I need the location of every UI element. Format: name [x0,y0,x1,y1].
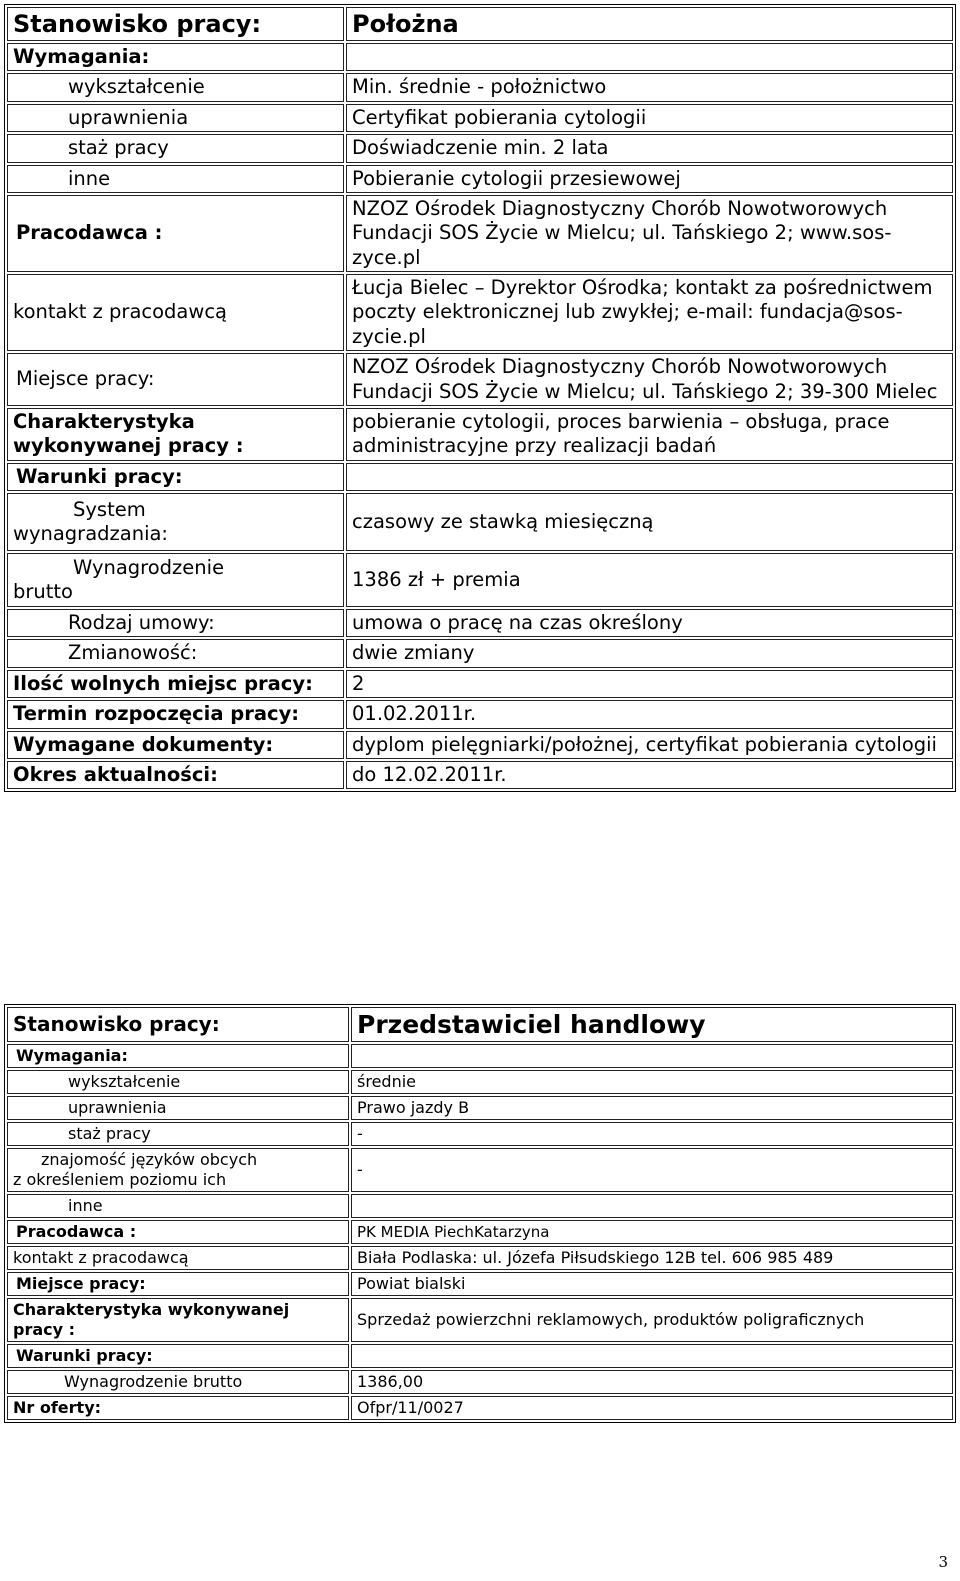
employer-value: PK MEDIA PiechKatarzyna [351,1220,953,1244]
job-offer-2-table [4,1004,956,1423]
workplace-label: Miejsce pracy: [7,353,344,406]
position-value: Przedstawiciel handlowy [351,1007,953,1042]
documents-value: dyplom pielęgniarki/położnej, certyfikat pobierania cytologii [346,731,953,759]
requirements-label: Wymagania: [7,1044,349,1068]
empty-cell [346,463,953,491]
qualifications-value: Certyfikat pobierania cytologii [346,104,953,132]
salary-label-line2: brutto [13,580,73,603]
table-row [7,1220,953,1244]
start-date-value: 01.02.2011r. [346,700,953,728]
contact-label: kontakt z pracodawcą [7,274,344,351]
validity-label: Okres aktualności: [7,761,344,789]
table-row [7,104,953,132]
job-description-value: pobieranie cytologii, proces barwienia – obsługa, prace administracyjne przy realizacji badań [346,408,953,461]
table-row [7,1096,953,1120]
experience-label: staż pracy [7,1122,349,1146]
conditions-label: Warunki pracy: [7,463,344,491]
other-value: Pobieranie cytologii przesiewowej [346,165,953,193]
position-label: Stanowisko pracy: [7,7,344,41]
table-row [7,761,953,789]
pay-system-label-line1: System [73,497,146,521]
page-number: 3 [938,1553,948,1571]
employer-label-text: Pracodawca : [16,1222,137,1242]
table-row [7,609,953,637]
table-row [7,274,953,351]
validity-value: do 12.02.2011r. [346,761,953,789]
table-row [7,134,953,162]
contract-type-label: Rodzaj umowy: [7,609,344,637]
table-row [7,1194,953,1218]
employer-label [7,195,344,272]
offer-number-value: Ofpr/11/0027 [351,1396,953,1420]
experience-value: - [351,1122,953,1146]
shifts-label: Zmianowość: [7,639,344,667]
salary-label [7,553,344,607]
table-row [7,463,953,491]
table-row [7,43,953,71]
languages-label-line1: znajomość języków obcych [41,1150,258,1170]
requirements-label: Wymagania: [7,43,344,71]
table-row [7,1148,953,1192]
table-row [7,353,953,406]
table-row [7,1370,953,1394]
languages-label-line2: z określeniem poziomu ich [13,1170,227,1190]
languages-value: - [351,1148,953,1192]
table-row [7,639,953,667]
table-row [7,670,953,698]
vacancies-value: 2 [346,670,953,698]
workplace-value: NZOZ Ośrodek Diagnostyczny Chorób Nowotworowych Fundacji SOS Życie w Mielcu; ul. Tańskiego 2; 39-300 Mielec [346,353,953,406]
conditions-label: Warunki pracy: [7,1344,349,1368]
documents-label: Wymagane dokumenty: [7,731,344,759]
pay-system-value: czasowy ze stawką miesięczną [346,493,953,551]
experience-label: staż pracy [7,134,344,162]
table-row [7,1246,953,1270]
qualifications-value: Prawo jazdy B [351,1096,953,1120]
table-row [7,1122,953,1146]
education-value: Min. średnie - położnictwo [346,73,953,101]
table-row [7,1396,953,1420]
table-row [7,408,953,461]
pay-system-label-line2: wynagradzania: [13,522,169,545]
salary-value: 1386,00 [351,1370,953,1394]
job-offer-1-table [4,4,956,792]
languages-label [7,1148,349,1192]
table-row [7,1298,953,1342]
contact-label: kontakt z pracodawcą [7,1246,349,1270]
contract-type-value: umowa o pracę na czas określony [346,609,953,637]
table-row [7,1070,953,1094]
other-label: inne [7,165,344,193]
education-value: średnie [351,1070,953,1094]
position-label: Stanowisko pracy: [7,1007,349,1042]
employer-value: NZOZ Ośrodek Diagnostyczny Chorób Nowotworowych Fundacji SOS Życie w Mielcu; ul. Tańskiego 2; www.sos-zyce.pl [346,195,953,272]
table-row [7,553,953,607]
table-row [7,731,953,759]
table-row [7,493,953,551]
education-label: wykształcenie [7,73,344,101]
table-row [7,1344,953,1368]
table-row [7,1044,953,1068]
workplace-value: Powiat bialski [351,1272,953,1296]
table-row [7,7,953,41]
employer-label [7,1220,349,1244]
table-row [7,195,953,272]
experience-value: Doświadczenie min. 2 lata [346,134,953,162]
contact-value: Biała Podlaska: ul. Józefa Piłsudskiego 12B tel. 606 985 489 [351,1246,953,1270]
shifts-value: dwie zmiany [346,639,953,667]
employer-label-text: Pracodawca : [16,221,163,245]
position-value: Położna [346,7,953,41]
table-row [7,73,953,101]
workplace-label: Miejsce pracy: [7,1272,349,1296]
job-description-value: Sprzedaż powierzchni reklamowych, produktów poligraficznych [351,1298,953,1342]
salary-value: 1386 zł + premia [346,553,953,607]
empty-cell [351,1344,953,1368]
empty-cell [351,1044,953,1068]
vacancies-label: Ilość wolnych miejsc pracy: [7,670,344,698]
salary-label-line1: Wynagrodzenie [73,555,225,579]
pay-system-label [7,493,344,551]
offer-number-label: Nr oferty: [7,1396,349,1420]
education-label: wykształcenie [7,1070,349,1094]
table-row [7,1007,953,1042]
contact-value: Łucja Bielec – Dyrektor Ośrodka; kontakt za pośrednictwem poczty elektronicznej lub zwykłej; e-mail: fundacja@sos-zycie.pl [346,274,953,351]
table-row [7,700,953,728]
job-description-label: Charakterystyka wykonywanej pracy : [7,408,344,461]
salary-label: Wynagrodzenie brutto [7,1370,349,1394]
table-row [7,1272,953,1296]
job-description-label: Charakterystyka wykonywanej pracy : [7,1298,349,1342]
other-label: inne [7,1194,349,1218]
table-row [7,165,953,193]
start-date-label: Termin rozpoczęcia pracy: [7,700,344,728]
empty-cell [351,1194,953,1218]
qualifications-label: uprawnienia [7,104,344,132]
empty-cell [346,43,953,71]
qualifications-label: uprawnienia [7,1096,349,1120]
